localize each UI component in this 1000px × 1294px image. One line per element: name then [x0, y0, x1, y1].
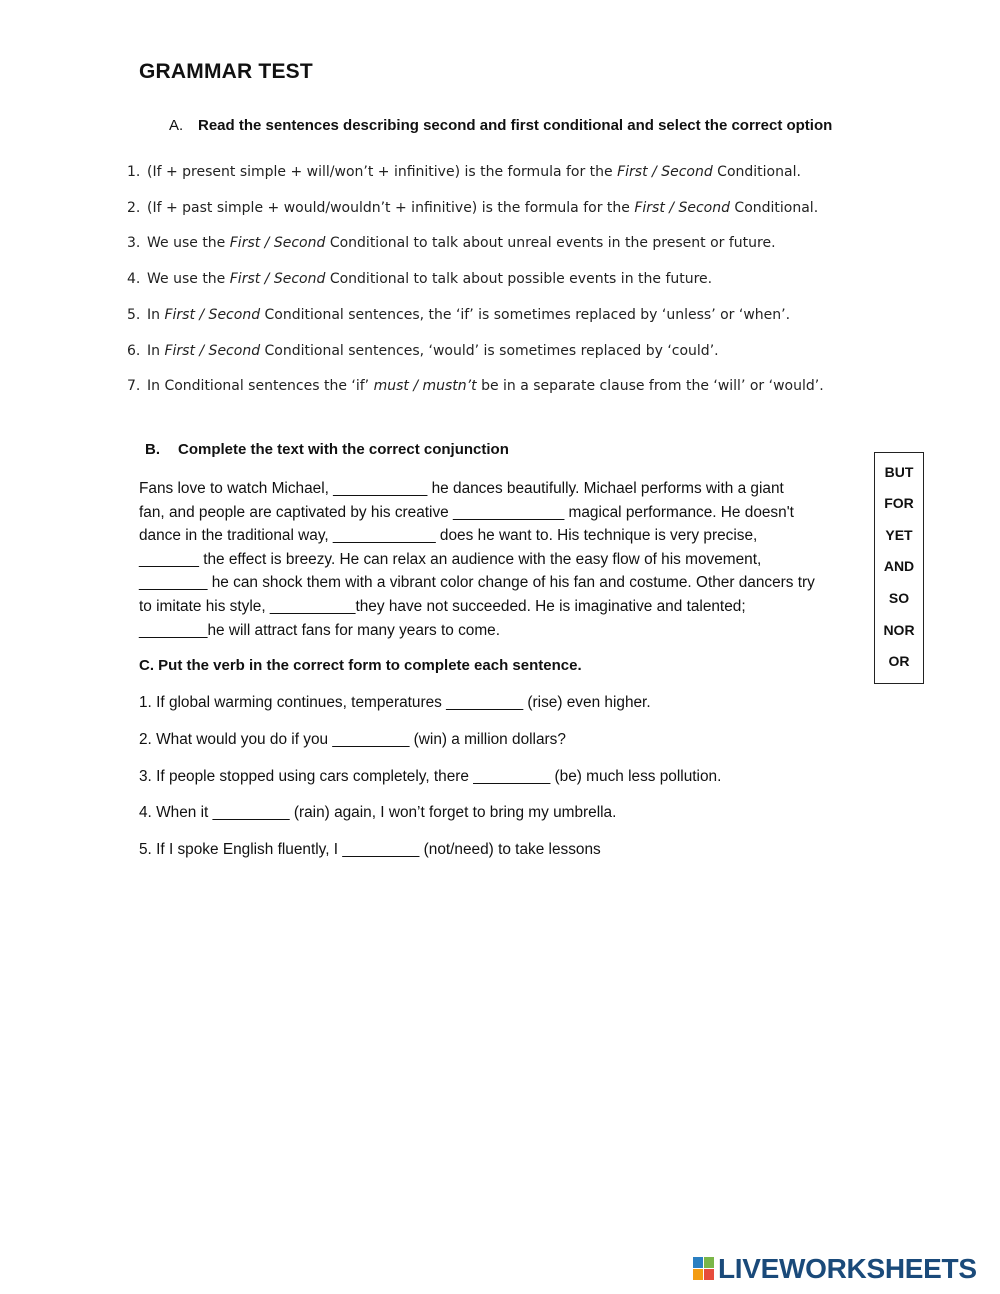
section-b-letter: B. — [145, 441, 160, 458]
page-title: GRAMMAR TEST — [139, 60, 313, 83]
conjunction-word-bank — [874, 452, 924, 684]
list-item — [127, 163, 824, 199]
paragraph-line[interactable]: dance in the traditional way, ____________ does he want to. His technique is very precise, — [139, 527, 758, 545]
item-option[interactable]: First / Second — [164, 343, 261, 359]
item-text: (If + present simple + will/won’t + infinitive) is the formula for the — [147, 164, 618, 180]
section-b-heading — [145, 441, 509, 458]
list-item[interactable]: 2. What would you do if you _________ (win) a million dollars? — [139, 730, 566, 748]
section-b-instruction: Complete the text with the correct conjunction — [178, 441, 509, 458]
item-text: We use the — [147, 271, 230, 287]
item-option[interactable]: First / Second — [229, 271, 326, 287]
item-text: Conditional sentences, the ‘if’ is sometimes replaced by ‘unless’ or ‘when’. — [260, 307, 791, 323]
item-number: 3. — [127, 235, 141, 251]
item-option[interactable]: First / Second — [164, 307, 261, 323]
item-text: Conditional sentences, ‘would’ is sometimes replaced by ‘could’. — [260, 343, 719, 359]
item-option[interactable]: First / Second — [229, 235, 326, 251]
section-c-list — [139, 692, 721, 876]
item-text: In Conditional sentences the ‘if’ — [147, 378, 374, 394]
item-number: 7. — [127, 378, 141, 394]
list-item — [127, 377, 824, 413]
list-item[interactable]: 3. If people stopped using cars completely, there _________ (be) much less pollution. — [139, 767, 722, 785]
list-item[interactable]: 5. If I spoke English fluently, I _________ (not/need) to take lessons — [139, 841, 601, 859]
section-b-paragraph — [139, 477, 864, 642]
list-item — [127, 270, 824, 306]
liveworksheets-logo-icon — [693, 1257, 715, 1281]
item-option[interactable]: First / Second — [617, 164, 713, 180]
item-option[interactable]: must / mustn’t — [373, 378, 477, 394]
list-item — [127, 306, 824, 342]
section-a-letter: A. — [169, 117, 184, 134]
item-text: be in a separate clause from the ‘will’ or ‘would’. — [476, 378, 824, 394]
list-item[interactable]: 4. When it _________ (rain) again, I won’t forget to bring my umbrella. — [139, 804, 617, 822]
list-item — [127, 234, 824, 270]
item-number: 4. — [127, 271, 141, 287]
paragraph-line[interactable]: Fans love to watch Michael, ___________ he dances beautifully. Michael performs with a giant — [139, 480, 784, 497]
conjunction-or: OR — [888, 653, 910, 670]
item-text: Conditional to talk about unreal events in the present or future. — [325, 235, 776, 251]
section-a-heading — [169, 117, 832, 134]
paragraph-line[interactable]: ________ he can shock them with a vibrant color change of his fan and costume. Other dancers try — [139, 574, 815, 592]
paragraph-line[interactable]: fan, and people are captivated by his creative _____________ magical performance. He doesn't — [139, 503, 794, 521]
list-item — [127, 342, 824, 377]
conjunction-but: BUT — [884, 463, 914, 480]
section-a-list — [127, 163, 824, 413]
item-option[interactable]: First / Second — [634, 200, 730, 216]
item-number: 1. — [127, 164, 141, 180]
item-text: (If + past simple + would/wouldn’t + infinitive) is the formula for the — [147, 200, 635, 216]
item-text: We use the — [147, 235, 230, 251]
liveworksheets-logo — [693, 1254, 977, 1284]
list-item[interactable]: 1. If global warming continues, temperatures _________ (rise) even higher. — [139, 694, 651, 711]
item-text: In — [147, 307, 165, 323]
conjunction-yet: YET — [885, 526, 913, 543]
paragraph-line[interactable]: ________he will attract fans for many years to come. — [139, 621, 501, 639]
item-number: 5. — [127, 307, 141, 323]
conjunction-nor: NOR — [883, 621, 915, 638]
conjunction-and: AND — [883, 558, 915, 575]
item-text: Conditional to talk about possible events in the future. — [325, 271, 713, 287]
item-number: 2. — [127, 200, 141, 216]
item-text: Conditional. — [712, 164, 801, 180]
list-item — [127, 199, 824, 234]
section-c-heading: C. Put the verb in the correct form to complete each sentence. — [139, 657, 582, 674]
paragraph-line[interactable]: to imitate his style, __________they have not succeeded. He is imaginative and talented; — [139, 597, 746, 615]
conjunction-for: FOR — [884, 495, 914, 512]
conjunction-so: SO — [888, 590, 910, 607]
item-text: Conditional. — [729, 200, 819, 216]
logo-text: LIVEWORKSHEETS — [718, 1253, 977, 1284]
item-text: In — [147, 343, 165, 359]
section-a-instruction: Read the sentences describing second and first conditional and select the correct option — [198, 117, 833, 134]
paragraph-line[interactable]: _______ the effect is breezy. He can relax an audience with the easy flow of his movement, — [139, 550, 762, 568]
item-number: 6. — [127, 343, 141, 359]
